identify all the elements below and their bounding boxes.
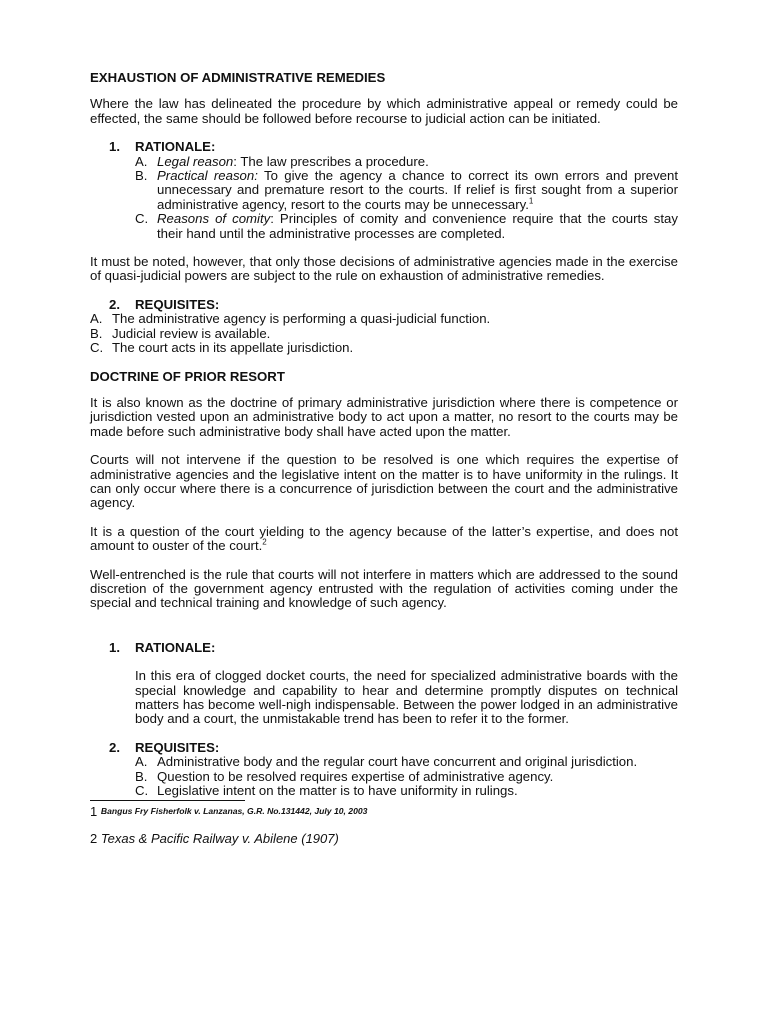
footnote-ref: 2 xyxy=(262,537,267,547)
footnote-2: 2 Texas & Pacific Railway v. Abilene (1907) xyxy=(90,830,339,846)
intro-paragraph: Where the law has delineated the procedure by which administrative appeal or remedy could be effected, the same should be followed before recourse to judicial action can be initiated. xyxy=(90,96,678,126)
list-item: A. The administrative agency is performing a quasi-judicial function. xyxy=(90,311,491,327)
prior-paragraph-3: It is a question of the court yielding to the agency because of the latter’s expertise, and does not amount to ouster of the court.$^2$ xyxy=(90,523,678,554)
section-rationale-1: 1. RATIONALE: xyxy=(109,139,216,155)
list-item: C. Reasons of comity: Principles of comity and convenience require that the courts stay their hand until the administrative processes are completed. xyxy=(135,211,678,241)
footnote-ref: 1 xyxy=(528,196,534,206)
prior-paragraph-1: It is also known as the doctrine of primary administrative jurisdiction where there is competence or jurisdiction vested upon an administrative body to act upon a matter, no resort to the courts may be made before such administrative body shall have acted upon the matter. xyxy=(90,394,678,439)
prior-paragraph-4: Well-entrenched is the rule that courts will not interfere in matters which are addressed to the sound discretion of the government agency entrusted with the regulation of activities coming under the special and technical training and knowledge of such agency. xyxy=(90,566,678,611)
section-requisites-1: 2. REQUISITES: xyxy=(109,296,220,312)
footnote-1: 1 Bangus Fry Fisherfolk v. Lanzanas, G.R. No.131442, July 10, 2003 xyxy=(90,804,368,820)
list-item: B. Question to be resolved requires expertise of administrative agency. xyxy=(135,768,554,784)
footnote-divider xyxy=(90,800,245,801)
heading-prior-resort: DOCTRINE OF PRIOR RESORT xyxy=(90,368,285,384)
requisites-list-2 xyxy=(90,755,678,798)
list-item: C. The court acts in its appellate jurisdiction. xyxy=(90,340,354,356)
section-requisites-2: 2. REQUISITES: xyxy=(109,739,220,755)
section-rationale-2: 1. RATIONALE: xyxy=(109,639,216,655)
list-item: C. Legislative intent on the matter is to have uniformity in rulings. xyxy=(135,783,518,799)
list-item: A. Administrative body and the regular court have concurrent and original jurisdiction. xyxy=(135,754,638,770)
rationale-list-1 xyxy=(90,155,678,241)
requisites-list-1 xyxy=(90,312,678,355)
list-item: A. Legal reason: The law prescribes a procedure. xyxy=(135,153,429,169)
note-paragraph: It must be noted, however, that only those decisions of administrative agencies made in the exercise of quasi-judicial powers are subject to the rule on exhaustion of administrative remedies. xyxy=(90,254,678,284)
list-item: B. Judicial review is available. xyxy=(90,325,271,341)
rationale-paragraph-2: In this era of clogged docket courts, the need for specialized administrative boards with the special knowledge and capability to hear and determine promptly disputes on technical matters has become well-nigh indispensable. Between the power lodged in an administrative body and a court, the unmistakable trend has been to refer it to the former. xyxy=(135,668,678,727)
list-item: B. Practical reason: To give the agency a chance to correct its own errors and prevent unnecessary and premature resort to the courts. If relief is first sought from a superior administrative agency, resort to the courts may be unnecessary.$^1$ xyxy=(135,168,679,212)
prior-paragraph-2: Courts will not intervene if the question to be resolved is one which requires the expertise of administrative agencies and the legislative intent on the matter is to have uniformity in the rulings. It can only occur where there is a concurrence of jurisdiction between the court and the administrative agency. xyxy=(90,452,678,511)
heading-exhaustion: EXHAUSTION OF ADMINISTRATIVE REMEDIES xyxy=(90,70,386,85)
